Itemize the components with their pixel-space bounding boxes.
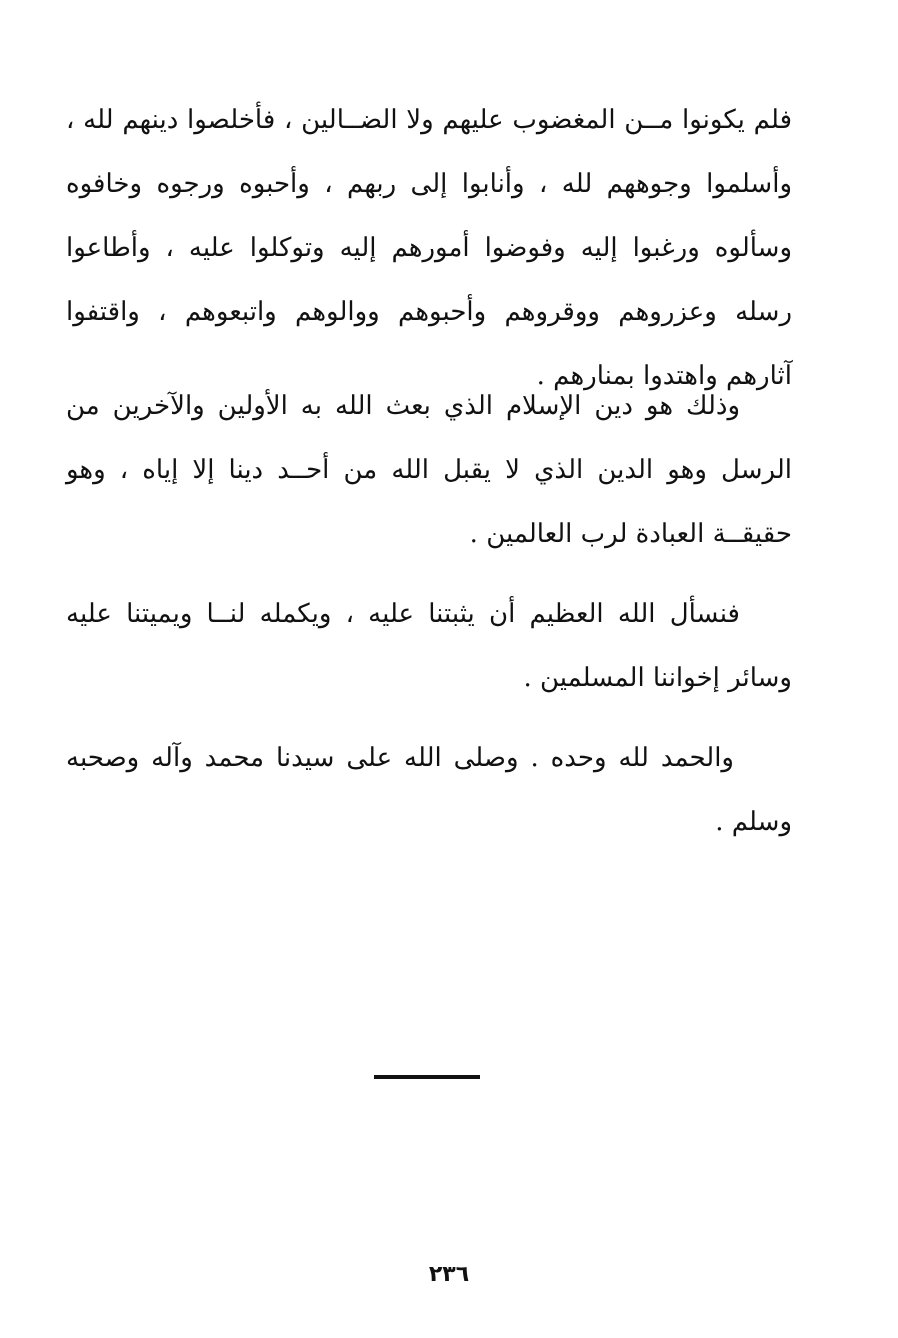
paragraph-1	[66, 88, 792, 408]
section-separator-line	[374, 1075, 480, 1079]
paragraph-2-text: وذلك هو دين الإسلام الذي بعث الله به الأولين والآخرين من الرسل وهو الدين الذي لا يقبل الله من أحــد دينا إلا إياه ، وهو حقيقــة العبادة لرب العالمين .	[66, 391, 792, 549]
paragraph-1-text: فلم يكونوا مــن المغضوب عليهم ولا الضــالين ، فأخلصوا دينهم لله ، وأسلموا وجوههم لله ، وأنابوا إلى ربهم ، وأحبوه ورجوه وخافوه وسألوه ورغبوا إليه وفوضوا أمورهم إليه وتوكلوا عليه ، وأطاعوا رسله وعزروهم ووقروهم وأحبوهم ووالوهم واتبعوهم ، واقتفوا آثارهم واهتدوا بمنارهم .	[66, 105, 792, 391]
paragraph-2	[66, 374, 792, 566]
page-number: ٢٣٦	[428, 1262, 470, 1287]
closing-paragraph-text: والحمد لله وحده . وصلى الله على سيدنا محمد وآله وصحبه وسلم .	[66, 743, 792, 837]
paragraph-3-text: فنسأل الله العظيم أن يثبتنا عليه ، ويكمله لنــا ويميتنا عليه وسائر إخواننا المسلمين .	[66, 599, 792, 693]
closing-paragraph	[66, 726, 792, 854]
paragraph-3	[66, 582, 792, 710]
